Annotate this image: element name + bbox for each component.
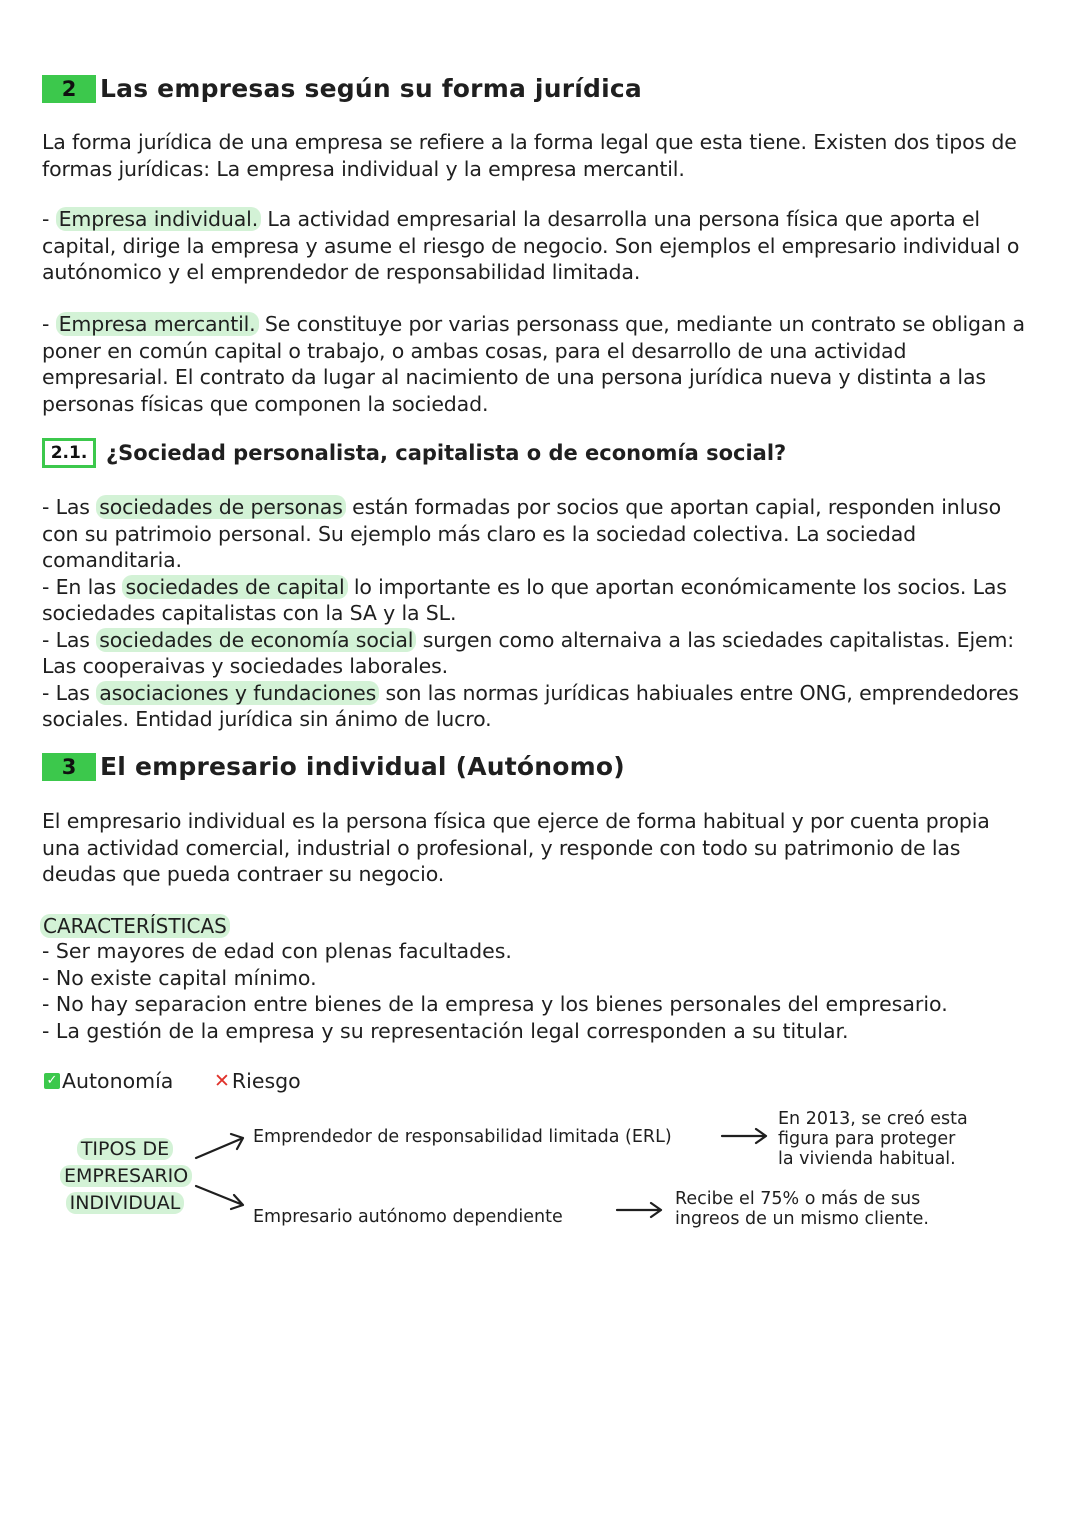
bullet: - Las — [42, 627, 97, 652]
text: deudas que pueda contraer su negocio. — [42, 862, 445, 886]
list-item: - No existe capital mínimo. — [42, 965, 317, 990]
section-2-1-number: 2.1. — [42, 438, 96, 468]
sociedades-personas-term: sociedades de personas — [96, 495, 346, 519]
bullet: - — [42, 207, 56, 231]
text: autónomico y el emprendedor de responsabilidad limitada. — [42, 260, 641, 284]
text: poner en común capital o trabajo, o ambas cosas, para el desarrollo de una actividad — [42, 338, 907, 363]
empresa-mercantil-term: Empresa mercantil. — [56, 312, 259, 336]
section-3-number: 3 — [42, 753, 96, 781]
text: Se constituye por varias personass que, mediante un contrato se obligan a — [258, 312, 1025, 336]
bullet: - Las — [42, 495, 97, 519]
list-item: - La gestión de la empresa y su representación legal corresponden a su titular. — [42, 1018, 849, 1043]
text: son las normas jurídicas habiuales entre ONG, emprendedores — [379, 680, 1019, 705]
bullet: - — [42, 312, 56, 336]
text: están formadas por socios que aportan capial, responden inluso — [345, 495, 1001, 519]
list-item: - Ser mayores de edad con plenas facultades. — [42, 939, 512, 963]
sociedades-economia-social-term: sociedades de economía social — [96, 628, 416, 652]
tipo-erl: Emprendedor de responsabilidad limitada (ERL) — [253, 1127, 672, 1147]
text: sociales. Entidad jurídica sin ánimo de lucro. — [42, 707, 492, 731]
section-2-title: Las empresas según su forma jurídica — [100, 74, 642, 103]
text: lo importante es lo que aportan económicamente los socios. Las — [347, 574, 1007, 599]
tipos-line: INDIVIDUAL — [66, 1192, 185, 1214]
arrow-to-dependiente — [196, 1186, 243, 1209]
note-line: En 2013, se creó esta — [778, 1109, 968, 1129]
list-item: - No hay separacion entre bienes de la empresa y los bienes personales del empresario. — [42, 992, 948, 1016]
section-3-title: El empresario individual (Autónomo) — [100, 752, 625, 781]
tipos-line: TIPOS DE — [77, 1138, 173, 1160]
text: una actividad comercial, industrial o profesional, y responde con todo su patrimonio de las — [42, 835, 961, 860]
text: con su patrimoio personal. Su ejemplo más claro es la sociedad colectiva. La sociedad — [42, 521, 917, 546]
text: empresarial. El contrato da lugar al nacimiento de una persona jurídica nueva y distinta a las — [42, 365, 986, 389]
intro-line: formas jurídicas: La empresa individual y la empresa mercantil. — [42, 156, 685, 181]
text: personas físicas que componen la sociedad. — [42, 391, 489, 416]
arrow-dependiente-note — [617, 1203, 661, 1217]
characteristics-title-text: CARACTERÍSTICAS — [40, 914, 230, 938]
section-2-1-title: ¿Sociedad personalista, capitalista o de economía social? — [106, 441, 787, 465]
check-icon: ✓ — [44, 1073, 60, 1089]
arrow-erl-note — [722, 1129, 766, 1143]
section-2-number: 2 — [42, 75, 96, 103]
tipo-dependiente: Empresario autónomo dependiente — [253, 1207, 563, 1227]
text: comanditaria. — [42, 548, 182, 572]
cross-icon: ✕ — [214, 1070, 230, 1092]
text: Las cooperaivas y sociedades laborales. — [42, 654, 449, 678]
intro-line: La forma jurídica de una empresa se refiere a la forma legal que esta tiene. Existen dos tipos de — [42, 130, 1017, 154]
text: capital, dirige la empresa y asume el riesgo de negocio. Son ejemplos el empresario individual o — [42, 233, 1020, 258]
note-line: la vivienda habitual. — [778, 1149, 956, 1169]
tipo-dependiente-note — [675, 1189, 929, 1229]
text: sociedades capitalistas con la SA y la SL. — [42, 601, 457, 625]
con-label: Riesgo — [231, 1069, 301, 1093]
note-line: Recibe el 75% o más de sus — [675, 1189, 921, 1209]
bullet: - Las — [42, 680, 97, 705]
bullet: - En las — [42, 574, 123, 599]
pro-label: Autonomía — [62, 1069, 174, 1093]
asociaciones-fundaciones-term: asociaciones y fundaciones — [96, 681, 379, 705]
text: El empresario individual es la persona física que ejerce de forma habitual y por cuenta propia — [42, 809, 990, 833]
tipos-line: EMPRESARIO — [60, 1165, 192, 1187]
note-line: figura para proteger — [778, 1129, 956, 1149]
text: surgen como alternaiva a las sciedades capitalistas. Ejem: — [416, 627, 1015, 652]
text: La actividad empresarial la desarrolla una persona física que aporta el — [261, 207, 980, 231]
empresa-individual-term: Empresa individual. — [56, 207, 261, 231]
sociedades-capital-term: sociedades de capital — [122, 575, 347, 599]
arrow-to-erl — [196, 1134, 243, 1158]
tipo-erl-note — [778, 1109, 968, 1169]
note-line: ingreos de un mismo cliente. — [675, 1209, 929, 1229]
